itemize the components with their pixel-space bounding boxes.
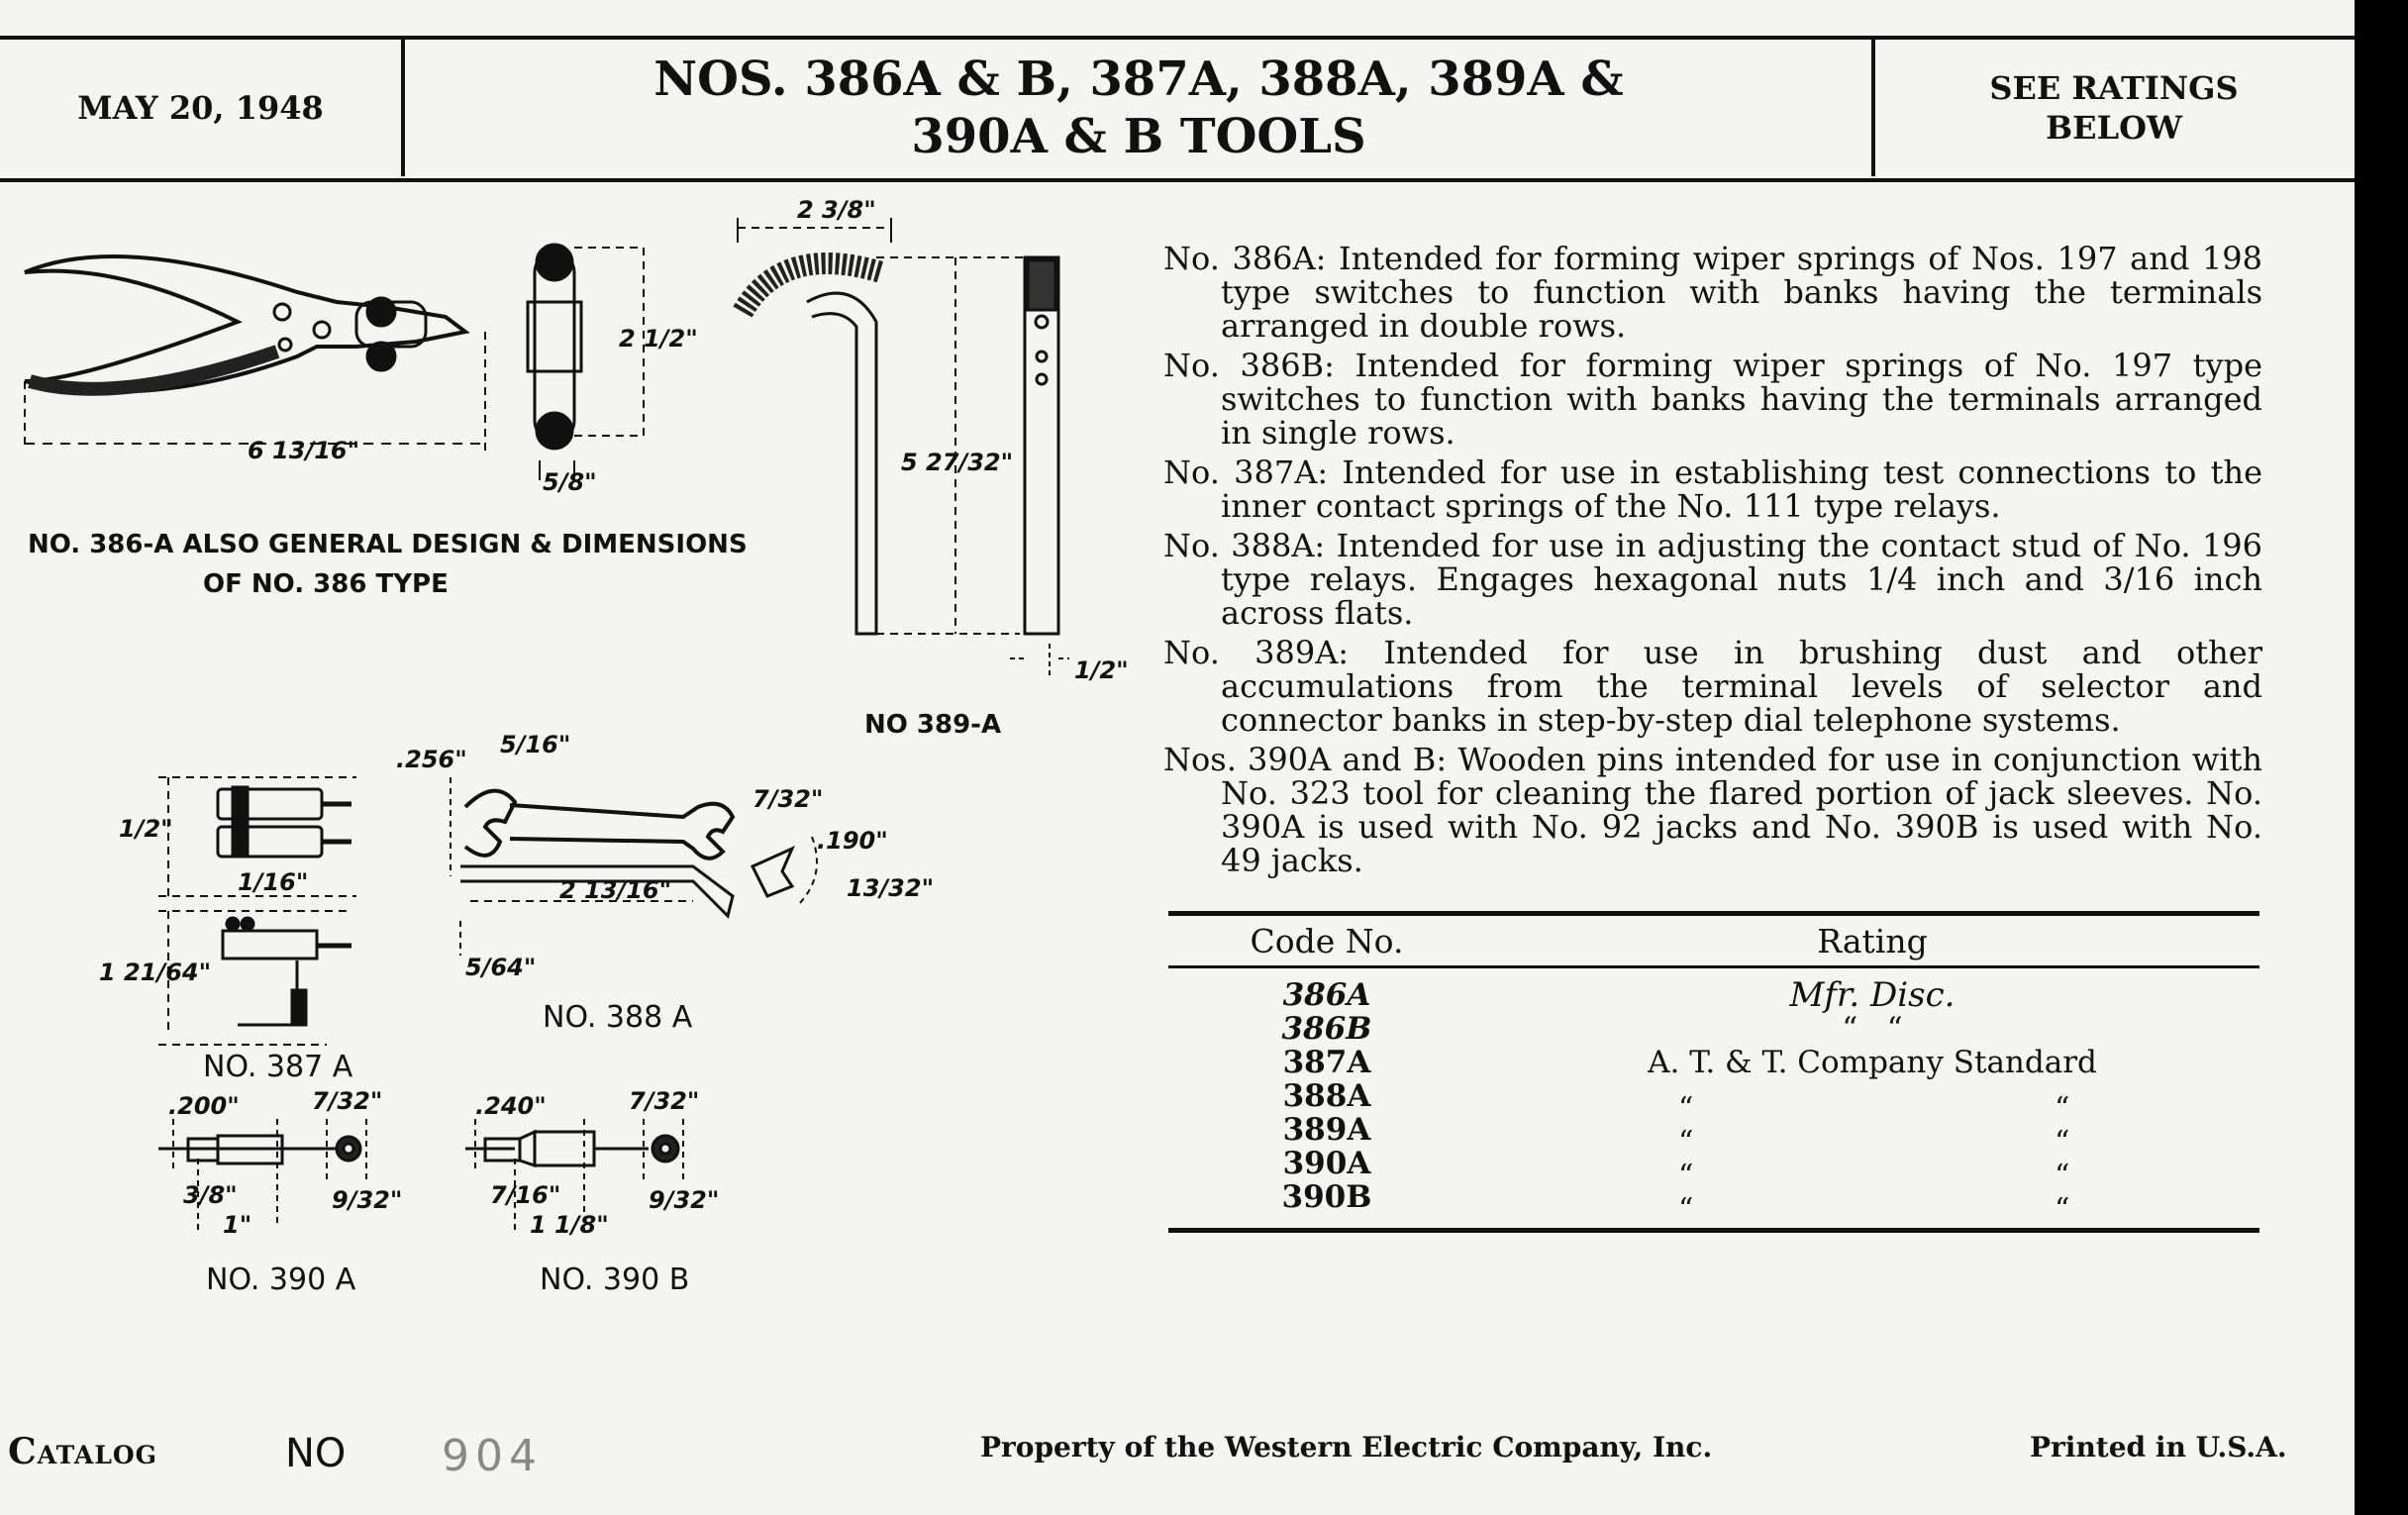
dim-390b-7-32: 7/32" bbox=[629, 1087, 700, 1115]
sheet-date: MAY 20, 1948 bbox=[77, 89, 324, 127]
dim-387-h2: 1 21/64" bbox=[99, 959, 212, 986]
drawings-svg bbox=[0, 183, 1158, 1312]
rating-table bbox=[1168, 911, 2259, 1233]
header-code-no: Code No. bbox=[1250, 921, 1404, 960]
dim-pliers-length: 6 13/16" bbox=[248, 437, 360, 464]
fig-label-390a: NO. 390 A bbox=[206, 1262, 356, 1297]
dim-390a-7-32: 7/32" bbox=[312, 1087, 383, 1115]
page-title bbox=[406, 40, 1871, 176]
desc-386b bbox=[1163, 349, 2262, 450]
row-code: 387A bbox=[1282, 1045, 1371, 1080]
dim-388-13-32: 13/32" bbox=[847, 874, 935, 902]
dim-390a-200: .200" bbox=[168, 1092, 240, 1120]
ditto-mark: “ bbox=[1678, 1091, 1694, 1126]
pliers-caption-line-2: OF NO. 386 TYPE bbox=[203, 569, 449, 599]
fig-label-389a: NO 389-A bbox=[864, 710, 1002, 740]
desc-389a bbox=[1163, 636, 2262, 737]
dim-390b-1-1-8: 1 1/8" bbox=[530, 1211, 609, 1239]
fig-label-387a: NO. 387 A bbox=[203, 1050, 353, 1084]
desc-388a bbox=[1163, 529, 2262, 630]
footer-catalog-label: Catalog bbox=[8, 1431, 158, 1472]
ratings-line-1: SEE RATINGS bbox=[1989, 69, 2239, 107]
ditto-mark: “ bbox=[1678, 1125, 1694, 1160]
row-code: 390B bbox=[1281, 1179, 1372, 1215]
footer-catalog-number: 904 bbox=[442, 1431, 543, 1481]
row-rating: Mfr. Disc. bbox=[1789, 975, 1956, 1015]
fig-label-388a: NO. 388 A bbox=[543, 1000, 693, 1035]
desc-390ab-text: Wooden pins intended for use in conjunction with No. 323 tool for cleaning the flared portion of jack sleeves. No. 390A is used with No. 92 jacks and No. 390B is used with No. 49 jacks. bbox=[1221, 741, 2263, 879]
dim-387-h1: 1/2" bbox=[119, 815, 173, 843]
tool-387a-drawing bbox=[158, 777, 356, 1045]
row-code: 386A bbox=[1282, 977, 1371, 1013]
row-code: 390A bbox=[1282, 1146, 1371, 1181]
row-rating: “ “ bbox=[1842, 1011, 1903, 1047]
dim-brush-width: 2 3/8" bbox=[797, 196, 876, 224]
dim-brush-length: 5 27/32" bbox=[901, 449, 1014, 476]
desc-386b-text: Intended for forming wiper springs of No. 197 type switches to function with banks having the terminals arranged in single rows. bbox=[1221, 347, 2263, 452]
row-rating: A. T. & T. Company Standard bbox=[1648, 1045, 2097, 1080]
table-row bbox=[1168, 1012, 2259, 1046]
dim-390b-240: .240" bbox=[475, 1092, 547, 1120]
desc-387a bbox=[1163, 455, 2262, 523]
desc-386a-text: Intended for forming wiper springs of Nos. 197 and 198 type switches to function with banks having the terminals arranged in double rows. bbox=[1221, 240, 2263, 345]
ratings-note bbox=[1881, 40, 2347, 176]
ditto-mark: “ bbox=[1678, 1192, 1694, 1227]
dim-390a-1: 1" bbox=[223, 1211, 252, 1239]
tool-descriptions bbox=[1163, 242, 2262, 883]
dim-388-length: 2 13/16" bbox=[559, 876, 672, 904]
dim-388-5-64: 5/64" bbox=[465, 954, 537, 981]
footer-property: Property of the Western Electric Company, Inc. bbox=[980, 1431, 1713, 1464]
table-row bbox=[1168, 975, 2259, 1015]
dim-388-256: .256" bbox=[396, 746, 467, 773]
ditto-mark: “ bbox=[2055, 1091, 2070, 1126]
ditto-mark: “ bbox=[1678, 1159, 1694, 1193]
table-row bbox=[1168, 1112, 2259, 1160]
header-rating: Rating bbox=[1817, 921, 1928, 960]
desc-386b-label: No. 386B: bbox=[1163, 347, 1335, 384]
title-line-1: NOS. 386A & B, 387A, 388A, 389A & bbox=[653, 51, 1624, 107]
dim-pliers-width: 5/8" bbox=[543, 468, 597, 496]
header-band bbox=[0, 0, 2355, 182]
ditto-mark: “ bbox=[2055, 1125, 2070, 1160]
fig-label-390b: NO. 390 B bbox=[540, 1262, 690, 1297]
desc-386a-label: No. 386A: bbox=[1163, 240, 1327, 277]
ditto-mark: “ bbox=[2055, 1159, 2070, 1193]
table-header bbox=[1168, 916, 2259, 965]
table-row bbox=[1168, 1179, 2259, 1227]
technical-drawings bbox=[0, 183, 1158, 1312]
header-divider-right bbox=[1871, 40, 1875, 176]
ditto-mark: “ bbox=[2055, 1192, 2070, 1227]
dim-390b-9-32: 9/32" bbox=[649, 1186, 720, 1214]
desc-390ab bbox=[1163, 743, 2262, 877]
desc-390ab-label: Nos. 390A and B: bbox=[1163, 741, 1448, 778]
dim-390b-7-16: 7/16" bbox=[490, 1181, 561, 1209]
row-code: 388A bbox=[1282, 1078, 1371, 1114]
desc-389a-text: Intended for use in brushing dust and other accumulations from the terminal levels of selector and connector banks in step-by-step dial telephone systems. bbox=[1221, 634, 2262, 739]
desc-386a bbox=[1163, 242, 2262, 343]
table-row bbox=[1168, 1146, 2259, 1193]
pin-390a-drawing bbox=[158, 1119, 366, 1233]
dim-pliers-height: 2 1/2" bbox=[619, 325, 698, 353]
desc-389a-label: No. 389A: bbox=[1163, 634, 1350, 671]
desc-387a-label: No. 387A: bbox=[1163, 454, 1329, 491]
pliers-caption-line-1: NO. 386-A ALSO GENERAL DESIGN & DIMENSIONS bbox=[28, 530, 748, 559]
header-divider-left bbox=[401, 40, 405, 176]
ratings-line-2: BELOW bbox=[2046, 109, 2182, 147]
table-bottom-rule bbox=[1168, 1228, 2259, 1233]
dim-387-width: 1/16" bbox=[238, 868, 309, 896]
table-row bbox=[1168, 1078, 2259, 1126]
desc-387a-text: Intended for use in establishing test connections to the inner contact springs of the No. 111 type relays. bbox=[1221, 454, 2262, 525]
desc-388a-text: Intended for use in adjusting the contact stud of No. 196 type relays. Engages hexagonal nuts 1/4 inch and 3/16 inch across flats. bbox=[1221, 527, 2262, 632]
row-code: 389A bbox=[1282, 1112, 1371, 1148]
footer-catalog-no: NO bbox=[285, 1431, 347, 1476]
table-row bbox=[1168, 1046, 2259, 1079]
row-code: 386B bbox=[1281, 1011, 1372, 1047]
dim-390a-3-8: 3/8" bbox=[183, 1181, 238, 1209]
dim-388-5-16: 5/16" bbox=[500, 731, 571, 758]
desc-388a-label: No. 388A: bbox=[1163, 527, 1326, 564]
dim-388-190: .190" bbox=[817, 827, 888, 855]
dim-388-7-32: 7/32" bbox=[752, 785, 824, 813]
dim-brush-thickness: 1/2" bbox=[1074, 656, 1129, 684]
dim-390a-9-32: 9/32" bbox=[332, 1186, 403, 1214]
title-line-2: 390A & B TOOLS bbox=[911, 109, 1366, 164]
footer-printed: Printed in U.S.A. bbox=[2030, 1431, 2287, 1464]
